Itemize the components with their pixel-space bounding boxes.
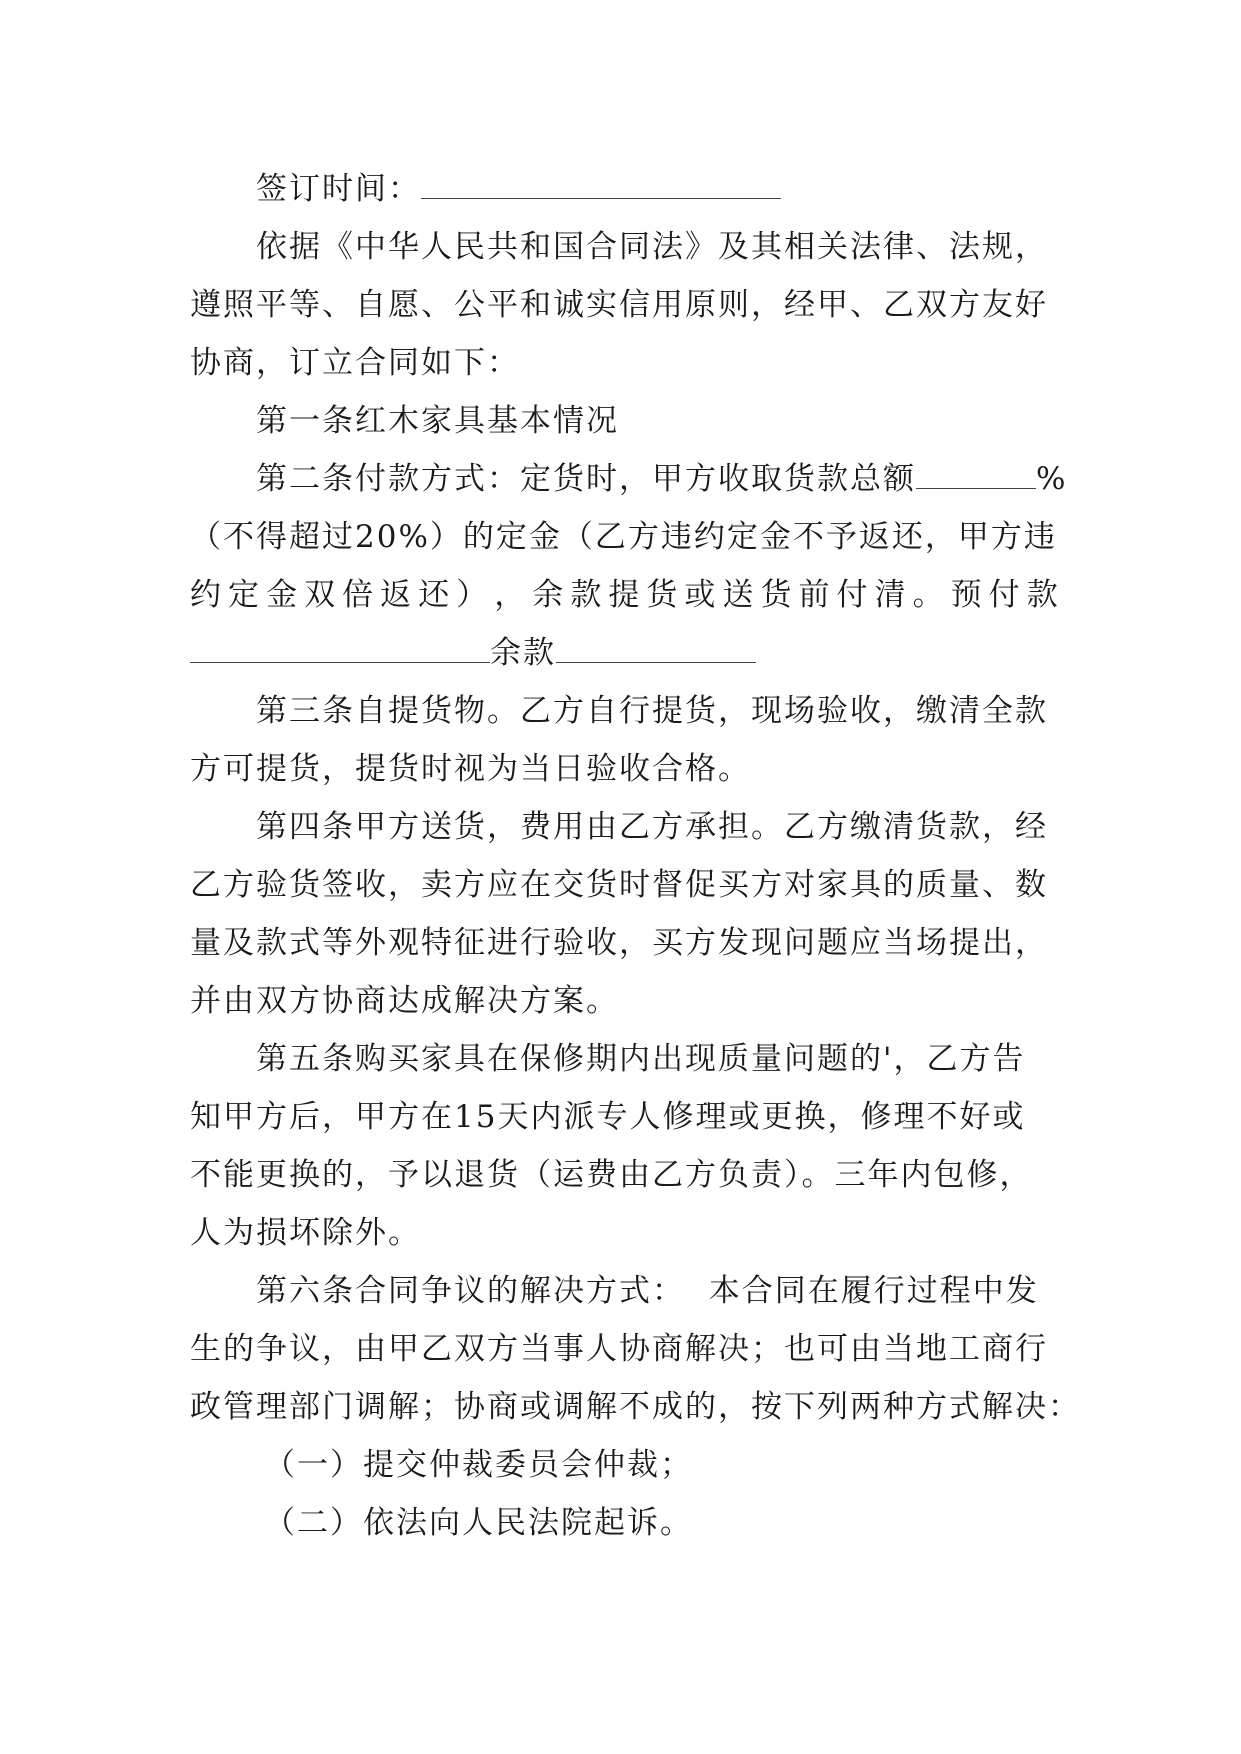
sign-time-label: 签订时间： bbox=[256, 171, 421, 207]
preamble-line-3: 协商，订立合同如下： bbox=[190, 345, 520, 381]
article2-line-3-char: 付 bbox=[836, 577, 870, 613]
article2-line-3-char: ， bbox=[494, 577, 528, 613]
article2-line-4 bbox=[190, 624, 1060, 682]
article5-line-4: 人为损坏除外。 bbox=[190, 1215, 421, 1251]
article3-line-2: 方可提货，提货时视为当日验收合格。 bbox=[190, 751, 751, 787]
article5-line-2: 知甲方后，甲方在15天内派专人修理或更换，修理不好或 bbox=[190, 1099, 1026, 1135]
article2-line-3-char: 款 bbox=[1026, 577, 1060, 613]
deposit-percent-blank[interactable] bbox=[916, 454, 1036, 489]
article2-line-3-char: 。 bbox=[912, 577, 946, 613]
sign-time-blank[interactable] bbox=[421, 164, 781, 199]
article2-line-3-char: 定 bbox=[228, 577, 262, 613]
article2-line-3-char: 或 bbox=[684, 577, 718, 613]
article2-line-3-char: 双 bbox=[304, 577, 338, 613]
article2-line-3-char: 返 bbox=[380, 577, 414, 613]
article2-line-1 bbox=[190, 450, 1068, 508]
preamble-line-2: 遵照平等、自愿、公平和诚实信用原则，经甲、乙双方友好 bbox=[190, 287, 1048, 323]
article2-line-3-char: 约 bbox=[190, 577, 223, 613]
article2-line-3-char: ） bbox=[456, 577, 490, 613]
article2-text: 第二条付款方式：定货时，甲方收取货款总额 bbox=[256, 461, 916, 497]
contract-page bbox=[190, 160, 1081, 1552]
article2-line-3-char: 余 bbox=[532, 577, 566, 613]
article6-line-1: 第六条合同争议的解决方式： 本合同在履行过程中发 bbox=[256, 1273, 1039, 1309]
article4-line-4: 并由双方协商达成解决方案。 bbox=[190, 983, 619, 1019]
article2-line-3-char: 前 bbox=[798, 577, 832, 613]
article2-line-3-char: 付 bbox=[988, 577, 1022, 613]
article6-option-1: （一）提交仲裁委员会仲裁； bbox=[264, 1447, 693, 1483]
preamble-line-1: 依据《中华人民共和国合同法》及其相关法律、法规， bbox=[256, 229, 1048, 265]
article1-title: 第一条红木家具基本情况 bbox=[256, 403, 619, 439]
article4-line-1: 第四条甲方送货，费用由乙方承担。乙方缴清货款，经 bbox=[256, 809, 1048, 845]
balance-blank[interactable] bbox=[556, 628, 756, 663]
article3-line-1: 第三条自提货物。乙方自行提货，现场验收，缴清全款 bbox=[256, 693, 1048, 729]
article2-line-3-char: 倍 bbox=[342, 577, 376, 613]
article2-line-3-char: 提 bbox=[608, 577, 642, 613]
article2-line-3-char: 送 bbox=[722, 577, 756, 613]
article2-line-3-char: 金 bbox=[266, 577, 300, 613]
article2-line-2: （不得超过20%）的定金（乙方违约定金不予返还，甲方违 bbox=[190, 519, 1057, 555]
article6-line-3: 政管理部门调解；协商或调解不成的，按下列两种方式解决： bbox=[190, 1389, 1081, 1425]
article6-option-2: （二）依法向人民法院起诉。 bbox=[264, 1505, 693, 1541]
percent-sign: % bbox=[1036, 461, 1068, 497]
balance-label: 余款 bbox=[490, 635, 556, 671]
prepayment-blank[interactable] bbox=[190, 628, 490, 663]
article4-line-2: 乙方验货签收，卖方应在交货时督促买方对家具的质量、数 bbox=[190, 867, 1048, 903]
article2-line-3-char: 货 bbox=[760, 577, 794, 613]
article2-line-3-char: 款 bbox=[570, 577, 604, 613]
sign-time-line bbox=[190, 160, 1060, 218]
article5-line-1: 第五条购买家具在保修期内出现质量问题的'，乙方告 bbox=[256, 1041, 1026, 1077]
article2-line-3-char: 货 bbox=[646, 577, 680, 613]
article2-line-3-char: 预 bbox=[950, 577, 984, 613]
article2-line-3-char: 清 bbox=[874, 577, 908, 613]
article5-line-3: 不能更换的，予以退货（运费由乙方负责）。三年内包修， bbox=[190, 1157, 1033, 1193]
article2-line-3 bbox=[190, 566, 1060, 624]
article2-line-3-char: 还 bbox=[418, 577, 452, 613]
article6-line-2: 生的争议，由甲乙双方当事人协商解决；也可由当地工商行 bbox=[190, 1331, 1048, 1367]
article4-line-3: 量及款式等外观特征进行验收，买方发现问题应当场提出， bbox=[190, 925, 1048, 961]
